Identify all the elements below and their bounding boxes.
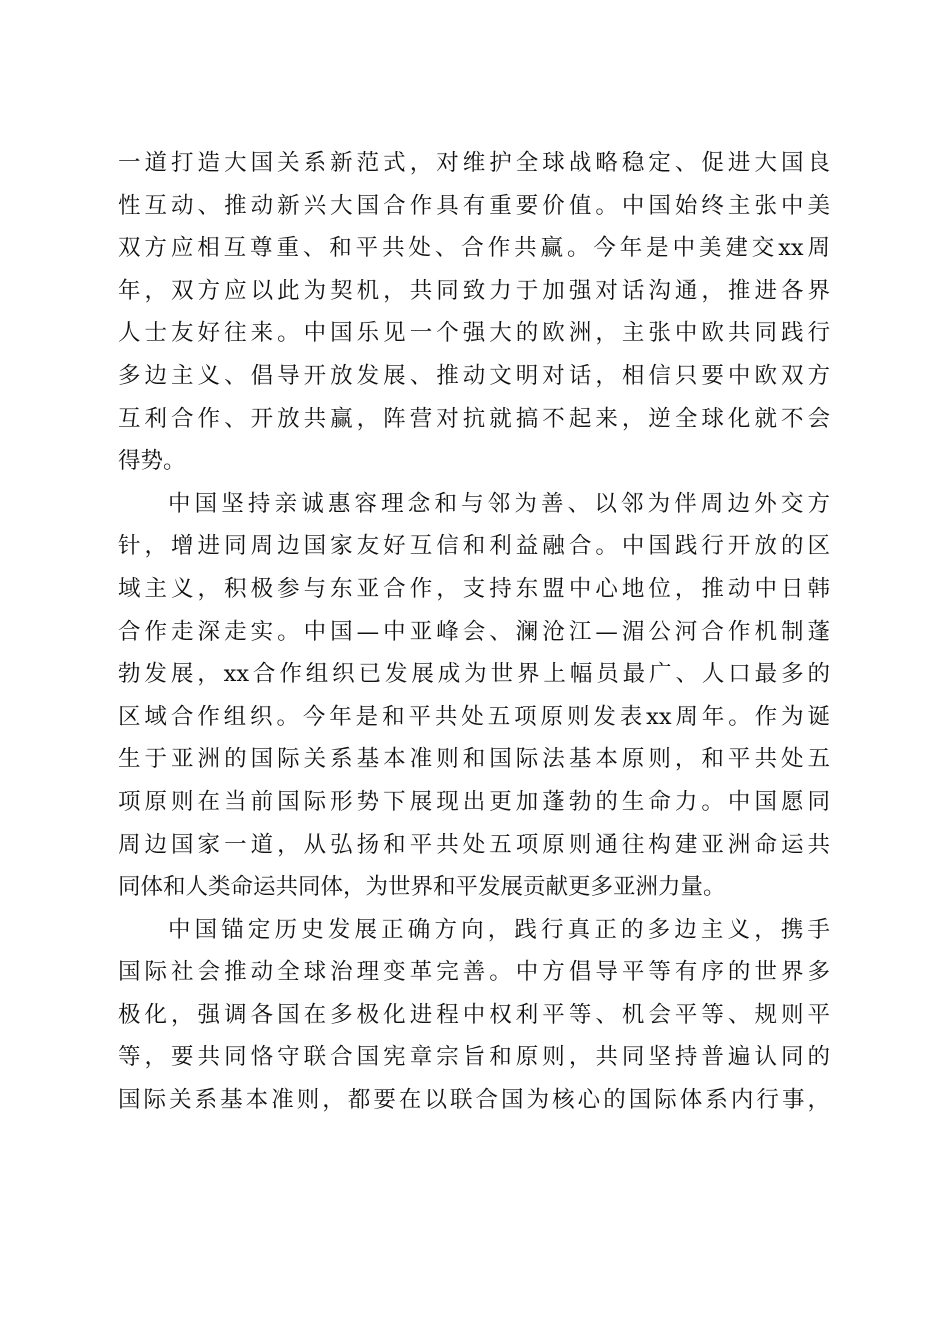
text-line: 域主义，积极参与东亚合作，支持东盟中心地位，推动中日韩 <box>118 575 830 602</box>
text-line: 人士友好往来。中国乐见一个强大的欧洲，主张中欧共同践行 <box>118 320 830 347</box>
text-line: 国际社会推动全球治理变革完善。中方倡导平等有序的世界多 <box>118 959 830 986</box>
text-line: 双方应相互尊重、和平共处、合作共赢。今年是中美建交xx周 <box>118 235 830 262</box>
text-line: 得势。 <box>118 448 186 475</box>
text-line: 中国坚持亲诚惠容理念和与邻为善、以邻为伴周边外交方 <box>168 490 830 517</box>
text-line: 等，要共同恪守联合国宪章宗旨和原则，共同坚持普遍认同的 <box>118 1044 830 1071</box>
text-line: 年，双方应以此为契机，共同致力于加强对话沟通，推进各界 <box>118 277 830 304</box>
text-line: 周边国家一道，从弘扬和平共处五项原则通往构建亚洲命运共 <box>118 831 830 858</box>
text-line: 区域合作组织。今年是和平共处五项原则发表xx周年。作为诞 <box>118 703 830 730</box>
text-line: 合作走深走实。中国—中亚峰会、澜沧江—湄公河合作机制蓬 <box>118 618 830 645</box>
text-line: 互利合作、开放共赢，阵营对抗就搞不起来，逆全球化就不会 <box>118 405 830 432</box>
text-line: 项原则在当前国际形势下展现出更加蓬勃的生命力。中国愿同 <box>118 788 830 815</box>
text-line: 中国锚定历史发展正确方向，践行真正的多边主义，携手 <box>168 916 830 943</box>
text-line: 同体和人类命运共同体，为世界和平发展贡献更多亚洲力量。 <box>118 874 726 901</box>
text-line: 一道打造大国关系新范式，对维护全球战略稳定、促进大国良 <box>118 150 830 176</box>
text-line: 生于亚洲的国际关系基本准则和国际法基本原则，和平共处五 <box>118 746 830 773</box>
text-line: 极化，强调各国在多极化进程中权利平等、机会平等、规则平 <box>118 1001 830 1028</box>
document-body <box>118 142 830 1122</box>
text-line: 勃发展，xx合作组织已发展成为世界上幅员最广、人口最多的 <box>118 661 830 688</box>
text-line: 性互动、推动新兴大国合作具有重要价值。中国始终主张中美 <box>118 192 830 219</box>
text-line: 针，增进同周边国家友好互信和利益融合。中国践行开放的区 <box>118 533 830 560</box>
text-line: 多边主义、倡导开放发展、推动文明对话，相信只要中欧双方 <box>118 362 830 389</box>
text-line: 国际关系基本准则，都要在以联合国为核心的国际体系内行事， <box>118 1087 830 1114</box>
